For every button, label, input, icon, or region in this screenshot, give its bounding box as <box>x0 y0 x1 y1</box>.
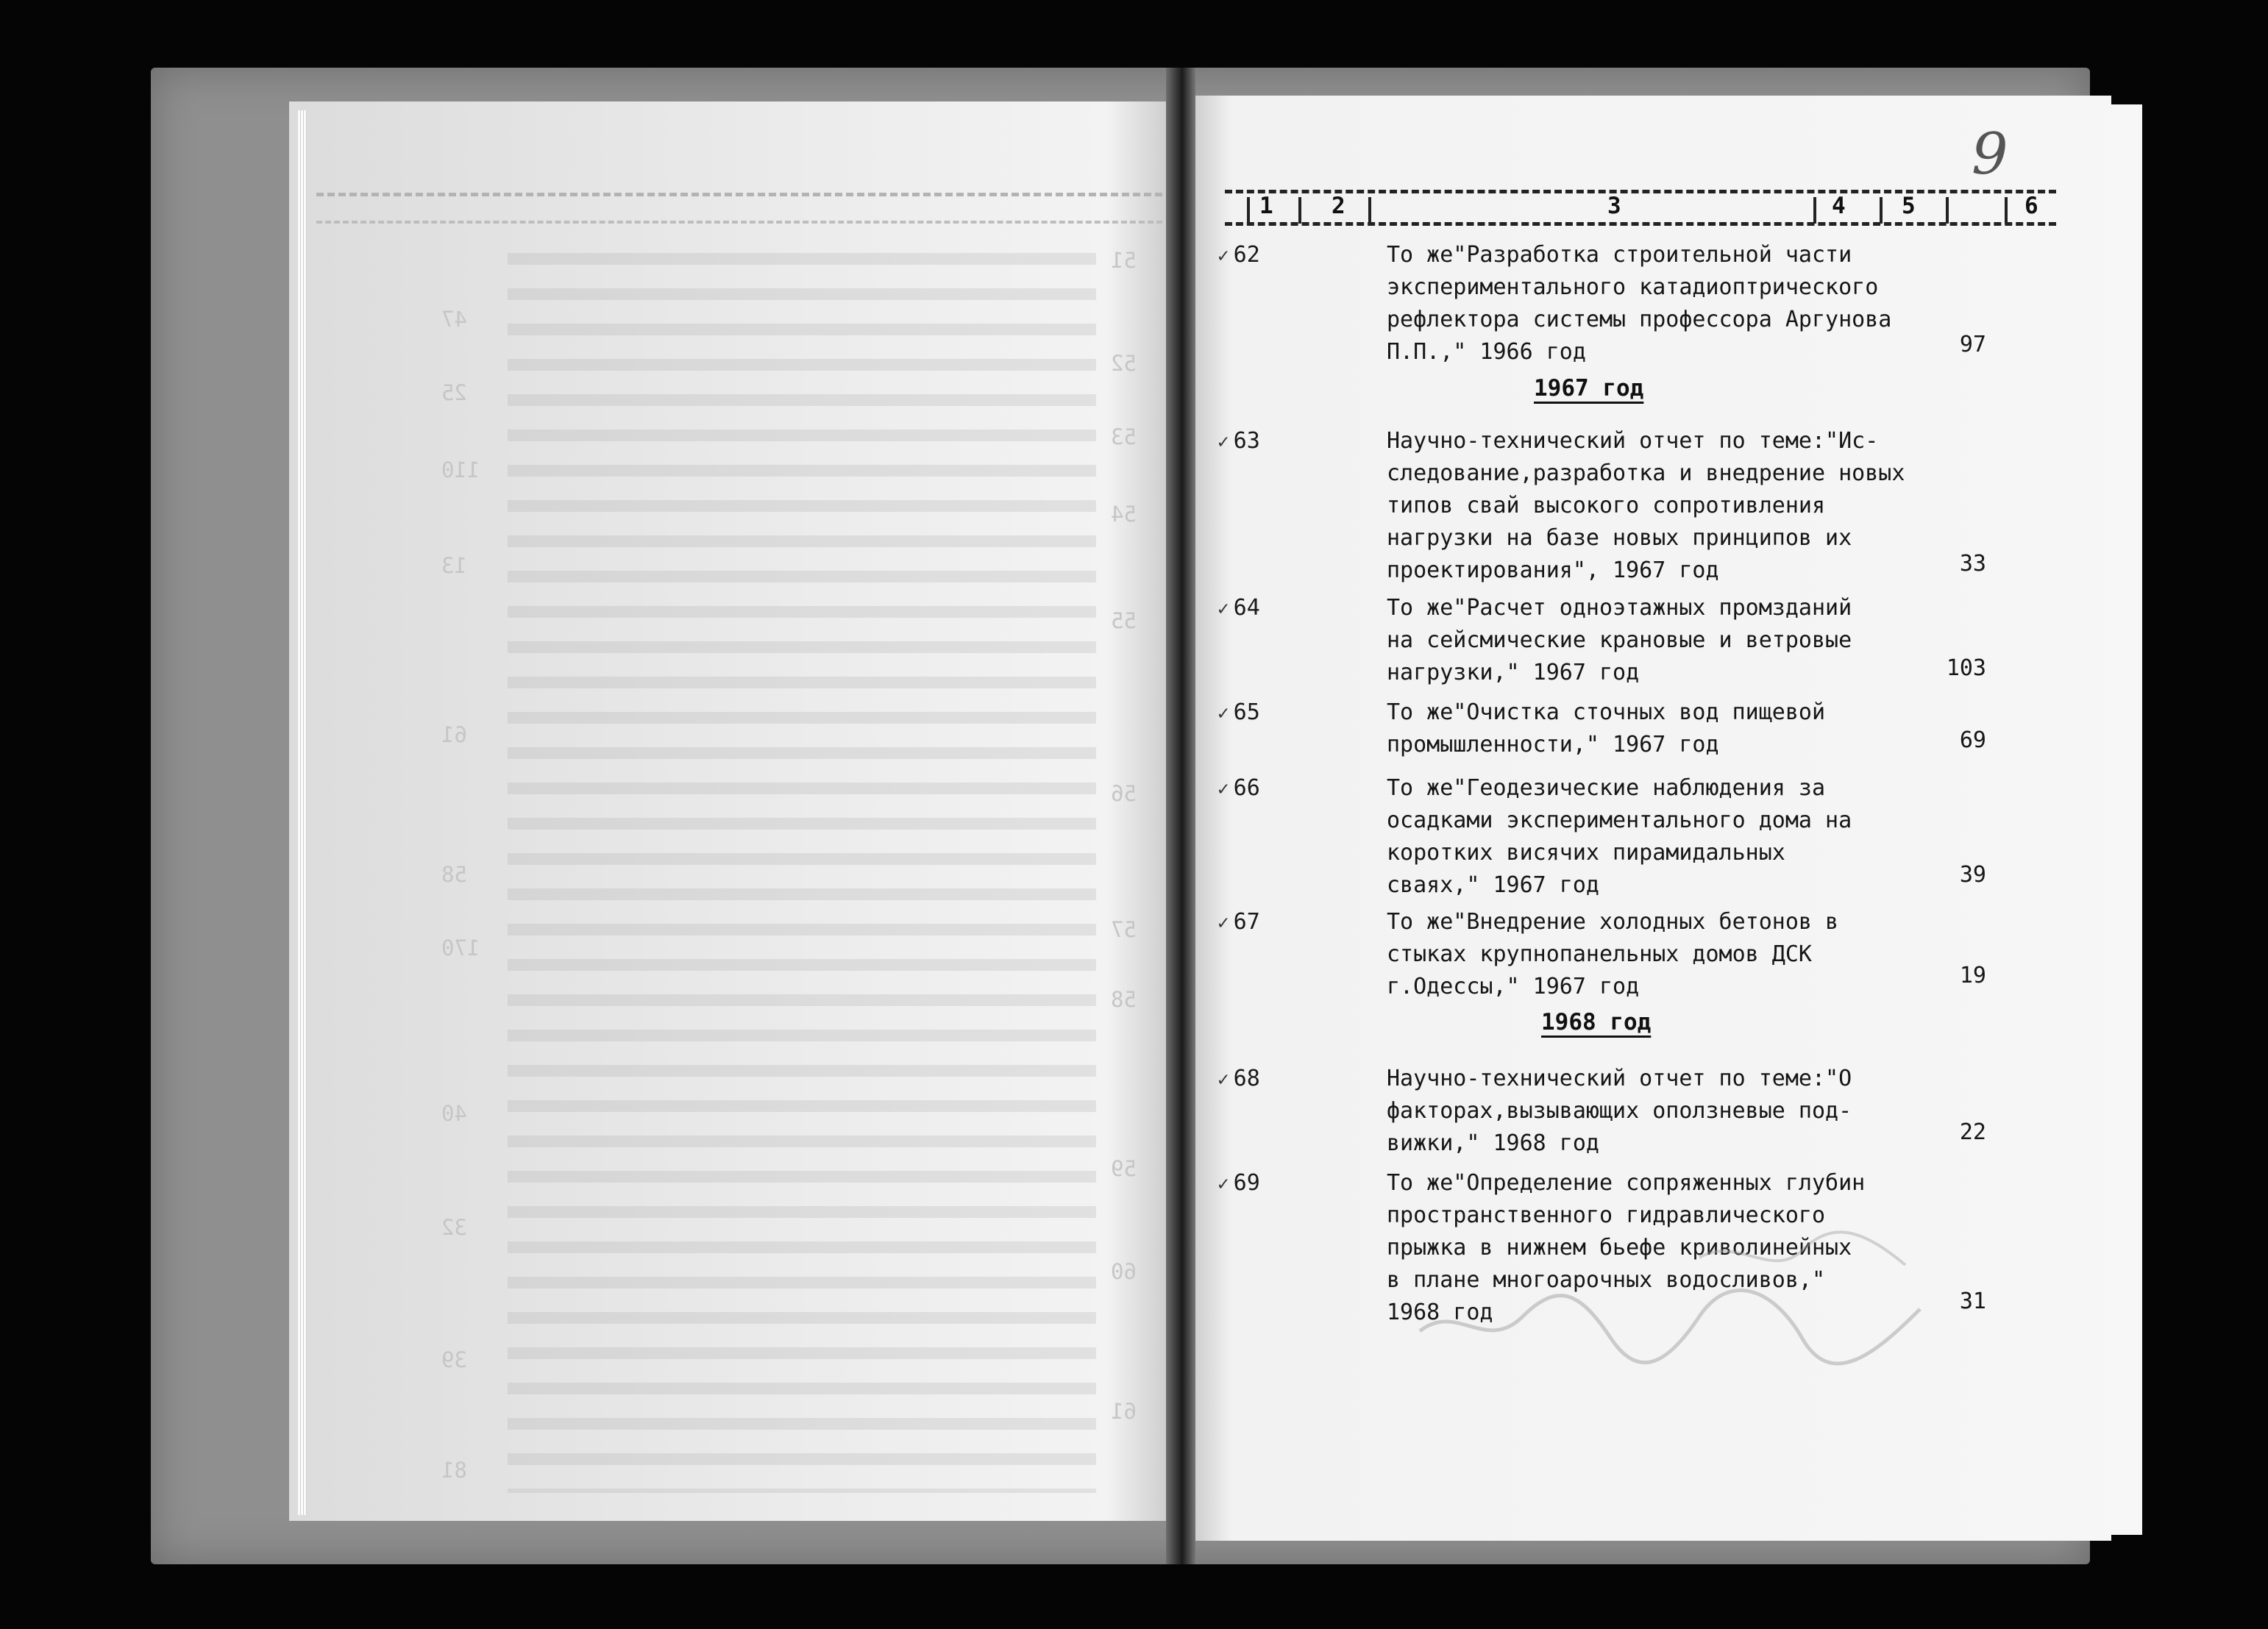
entry-title-64: То же"Расчет одноэтажных промзданий на сейсмические крановые и ветровые нагрузки," 1967 год <box>1387 595 1852 685</box>
column-separator <box>1946 197 1949 224</box>
check-mark-icon: ✓ <box>1217 598 1229 620</box>
bleed-through-page-count: 25 <box>441 380 467 405</box>
book-spine <box>1166 68 1195 1564</box>
handwriting-bleed-icon <box>1390 1169 1964 1390</box>
check-mark-icon: ✓ <box>1217 778 1229 800</box>
entry-number: 66 <box>1233 775 1260 801</box>
column-separator <box>2005 197 2008 224</box>
entry-number: 63 <box>1233 428 1260 454</box>
entry-pages-64: 103 <box>1946 655 1986 681</box>
entry-pages-68: 22 <box>1959 1119 1986 1145</box>
bleed-through-page-count: 170 <box>441 935 480 960</box>
entry-title-65: То же"Очистка сточных вод пищевой промышленности," 1967 год <box>1387 699 1826 758</box>
bleed-through-entry-number: 61 <box>1111 1399 1137 1424</box>
entry-number-68 <box>1217 1063 1260 1096</box>
entry-number: 69 <box>1233 1170 1260 1196</box>
check-mark-icon: ✓ <box>1217 702 1229 724</box>
bleed-through-page-count: 32 <box>441 1215 467 1240</box>
bleed-through-entry-number: 58 <box>1111 987 1137 1012</box>
bleed-through-page-count: 39 <box>441 1347 467 1372</box>
entry-title-66: То же"Геодезические наблюдения за осадками экспериментального дома на коротких висячих пирамидальных сваях," 1967 год <box>1387 775 1852 898</box>
header-bottom-rule <box>1225 222 2056 226</box>
column-separator <box>1368 197 1371 224</box>
bleed-through-header-bottom <box>316 221 1162 224</box>
entry-title-69: То же"Определение сопряженных глубин пространственного гидравлического прыжка в нижнем бьефе криволинейных в плане многоарочных водосливов," 1968 год <box>1387 1170 1866 1325</box>
bleed-through-page-count: 13 <box>441 553 467 578</box>
bleed-through-entry-number: 53 <box>1111 424 1137 449</box>
check-mark-icon: ✓ <box>1217 912 1229 934</box>
entry-number-67 <box>1217 906 1260 939</box>
entry-number: 67 <box>1233 909 1260 935</box>
bleed-through-page-count: 40 <box>441 1101 467 1126</box>
bleed-through-entry-number: 51 <box>1111 248 1137 273</box>
entry-number-62 <box>1217 239 1260 272</box>
column-separator <box>1247 197 1250 224</box>
entry-number: 64 <box>1233 595 1260 621</box>
entry-title-62: То же"Разработка строительной части экспериментального катадиоптрического рефлектора системы профессора Аргунова П.П.," 1966 год <box>1387 242 1892 365</box>
bleed-through-page-count: 81 <box>441 1458 467 1483</box>
entry-pages-62: 97 <box>1959 332 1986 357</box>
column-header-3: 3 <box>1607 193 1621 219</box>
entry-number: 65 <box>1233 699 1260 725</box>
bleed-through-entry-number: 59 <box>1111 1156 1137 1181</box>
column-separator <box>1298 197 1301 224</box>
header-top-rule <box>1225 190 2056 193</box>
bleed-through-entry-number: 60 <box>1111 1259 1137 1284</box>
column-separator <box>1880 197 1883 224</box>
entry-number-65 <box>1217 696 1260 730</box>
bleed-through-entry-number: 52 <box>1111 351 1137 376</box>
column-separator <box>1813 197 1816 224</box>
column-header-4: 4 <box>1832 193 1846 219</box>
entry-title-68: Научно-технический отчет по теме:"О факторах,вызывающих оползневые под- вижки," 1968 год <box>1387 1066 1852 1156</box>
entry-number: 68 <box>1233 1066 1260 1091</box>
bleed-through-header <box>316 193 1162 196</box>
column-header-6: 6 <box>2025 193 2038 219</box>
bleed-through-entry-number: 55 <box>1111 608 1137 633</box>
left-page-edges <box>298 110 307 1515</box>
bleed-through-page-count: 61 <box>441 722 467 747</box>
entry-number: 62 <box>1233 242 1260 268</box>
entry-title-63: Научно-технический отчет по теме:"Ис- следование,разработка и внедрение новых типов свай высокого сопротивления нагрузки на базе новых принципов их проектирования", 1967 год <box>1387 428 1905 583</box>
check-mark-icon: ✓ <box>1217 245 1229 267</box>
column-header-1: 1 <box>1259 193 1273 219</box>
bleed-through-page-count: 110 <box>441 457 480 482</box>
entry-number-66 <box>1217 772 1260 805</box>
column-header-2: 2 <box>1332 193 1345 219</box>
check-mark-icon: ✓ <box>1217 1173 1229 1195</box>
entry-pages-65: 69 <box>1959 727 1986 753</box>
folio-number: 9 <box>1972 121 2008 188</box>
entry-number-64 <box>1217 592 1260 625</box>
entry-number-69 <box>1217 1167 1260 1200</box>
entry-pages-69: 31 <box>1959 1288 1986 1314</box>
entry-pages-67: 19 <box>1959 963 1986 988</box>
bleed-through-text-block <box>508 243 1096 1493</box>
bleed-through-page-count: 47 <box>441 307 467 332</box>
entry-pages-66: 39 <box>1959 862 1986 888</box>
bleed-through-entry-number: 54 <box>1111 502 1137 527</box>
entry-number-63 <box>1217 425 1260 458</box>
column-header-5: 5 <box>1902 193 1916 219</box>
check-mark-icon: ✓ <box>1217 431 1229 453</box>
year-heading-1968: 1968 год <box>1541 1009 1652 1035</box>
bleed-through-entry-number: 57 <box>1111 917 1137 942</box>
entry-title-67: То же"Внедрение холодных бетонов в стыках крупнопанельных домов ДСК г.Одессы," 1967 год <box>1387 909 1839 999</box>
check-mark-icon: ✓ <box>1217 1069 1229 1091</box>
entry-pages-63: 33 <box>1959 551 1986 577</box>
year-heading-1967: 1967 год <box>1534 375 1644 402</box>
bleed-through-entry-number: 56 <box>1111 781 1137 806</box>
bleed-through-page-count: 58 <box>441 862 467 887</box>
